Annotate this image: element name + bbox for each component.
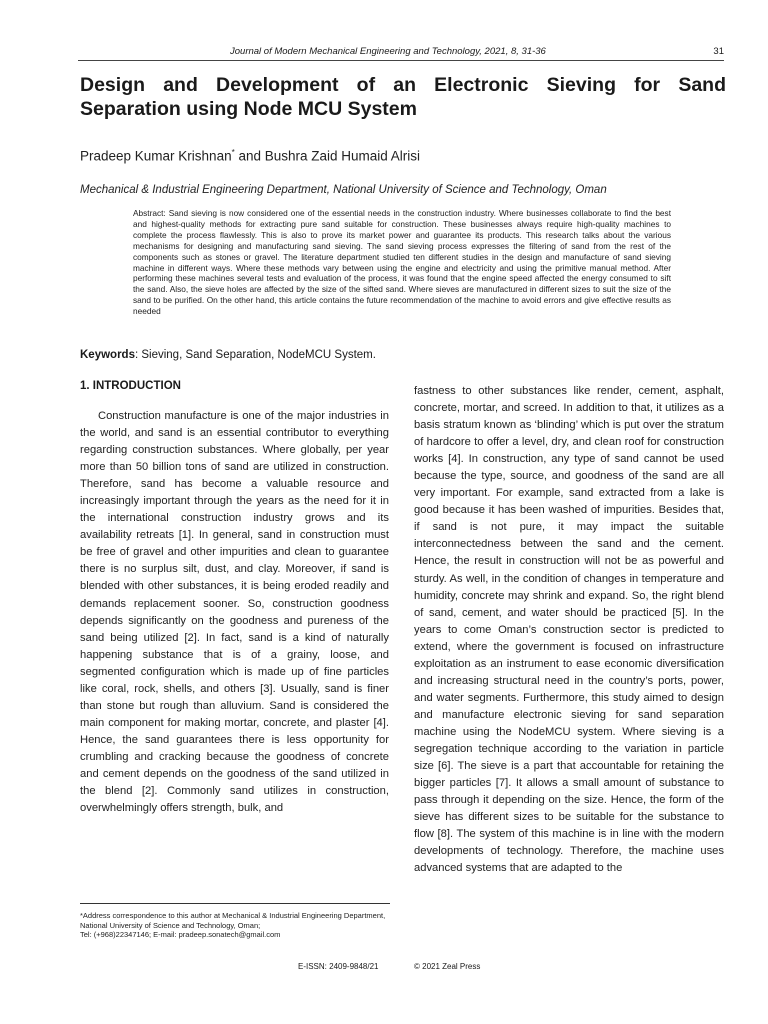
running-head (230, 46, 700, 57)
journal-name: Journal of Modern Mechanical Engineering and Technology (230, 46, 480, 57)
issn: E-ISSN: 2409-9848/21 (298, 962, 379, 971)
author-first: Pradeep Kumar Krishnan (80, 148, 232, 164)
page-number: 31 (713, 46, 724, 57)
footnote-contact: Tel: (+968)22347146; E-mail: pradeep.sonatech@gmail.com (80, 930, 281, 940)
header-rule (78, 60, 724, 61)
body-column-right (414, 383, 724, 877)
author-rest: and Bushra Zaid Humaid Alrisi (234, 148, 421, 164)
body-paragraph-right: fastness to other substances like render, cement, asphalt, concrete, mortar, and screed. In addition to that, it utilizes as a basis stratum known as ‘blinding’ which is put over the stratum of hardcore to offer a level, dry, and clean roof for construction works [4]. In construction, any type of sand cannot be used because the type, source, and goodness of the sand are all very important. For example, sand extracted from a lake is good because it has been washed of impurities. Besides that, if sand is not pure, it may impact the suitable interconnectedness between the sand and the cement. Hence, the result in construction will not be as powerful and sturdy. As well, in the condition of changes in temperature and humidity, concrete may shrink and expand. So, the right blend of sand, cement, and water should be practiced [5]. In the years to come Oman’s construction sector is predicted to extend, where the government is focused on infrastructure exploitation as an instrument to ease economic diversification and increasing structural need in the country’s ports, power, and water segments. Furthermore, this study aimed to design and manufacture electronic sieving for sand separation machine using the NodeMCU system. Where sieving is a segregation technique according to the variation in particle size [6]. The sieve is a part that accountable for retaining the bigger particles [7]. It allows a small amount of substance to pass through it depending on the size. Hence, the form of the sieve has different sizes to be suitable for the substance to flow [8]. The system of this machine is in line with the modern developments of technology. Therefore, the machine uses advanced systems that are adapted to the (414, 385, 724, 875)
keywords-label: Keywords (80, 349, 135, 361)
body-column-left (80, 408, 389, 817)
journal-citation: , 2021, 8, 31-36 (479, 46, 546, 57)
authors (80, 144, 720, 166)
affiliation: Mechanical & Industrial Engineering Department, National University of Science and Technology, Oman (80, 184, 607, 196)
abstract: Abstract: Sand sieving is now considered one of the essential needs in the construction industry. Where businesses collaborate to find the best and highest-quality methods for extracting pure sand suitable for construction. These businesses always require high-quality machines to complete the process flawlessly. This is also to prove its market power and guarantee its products. This research talks about the various mechanisms for designing and manufacturing sand sieving. The sand sieving process expresses the filtering of sand from the rest of the components such as stones or gravel. The literature department studied ten different studies in the design and manufacture of sand sieving machine in different ways. Where these methods vary between using the engine and electricity and using the primitive manual method. After performing these machines several tests and evaluation of the process, it was found that the engine speed affected the energy consumed to sift the sand. Also, the sieve holes are affected by the size of the sifted sand. Where sieves are manufactured in different sizes to suit the size of the sand to be purified. On the other hand, this article contains the future recommendation of the machine to avoid errors and give effective results as needed (133, 208, 671, 317)
keywords-text: : Sieving, Sand Separation, NodeMCU System. (134, 349, 376, 361)
paper-title: Design and Development of an Electronic Sieving for Sand Separation using Node MCU System (80, 74, 726, 120)
body-paragraph-left: Construction manufacture is one of the major industries in the world, and sand is an essential contributor to everything regarding construction substances. Where globally, per year more than 50 billion tons of sand are utilized in construction. Therefore, sand has become a valuable resource and increasingly important through the years as the need for it in the international construction industry grows and its availability retreats [1]. In general, sand in construction must be free of gravel and other impurities and clean to guarantee there is no surplus silt, dust, and clay. Moreover, if sand is blended with other substances, it is being eroded readily and demands replacement sooner. So, construction goodness depends significantly on the goodness and pureness of the sand being utilized [2]. In fact, sand is a kind of naturally happening substance that is of a grainy, loose, and segmented configuration which is made up of fine particles like coral, rock, shells, and others [3]. Usually, sand is finer than stone but rough than alluvium. Sand is considered the main component for making mortar, concrete, and plaster [4]. Hence, the sand guarantees there is less opportunity for crumbling and cracking because the goodness of concrete and cement depends on the goodness of the sand utilized in the blend [2]. Commonly sand utilizes in construction, overwhelmingly offers strength, bulk, and (80, 410, 389, 815)
footnote-rule (80, 903, 390, 904)
copyright: © 2021 Zeal Press (414, 962, 481, 971)
section-heading: 1. INTRODUCTION (80, 380, 181, 392)
footnote-address: *Address correspondence to this author at Mechanical & Industrial Engineering Department, National University of Science and Technology, Oman; (80, 911, 386, 930)
author-mark: * (231, 148, 235, 157)
footnote (80, 911, 392, 940)
keywords (80, 348, 720, 363)
